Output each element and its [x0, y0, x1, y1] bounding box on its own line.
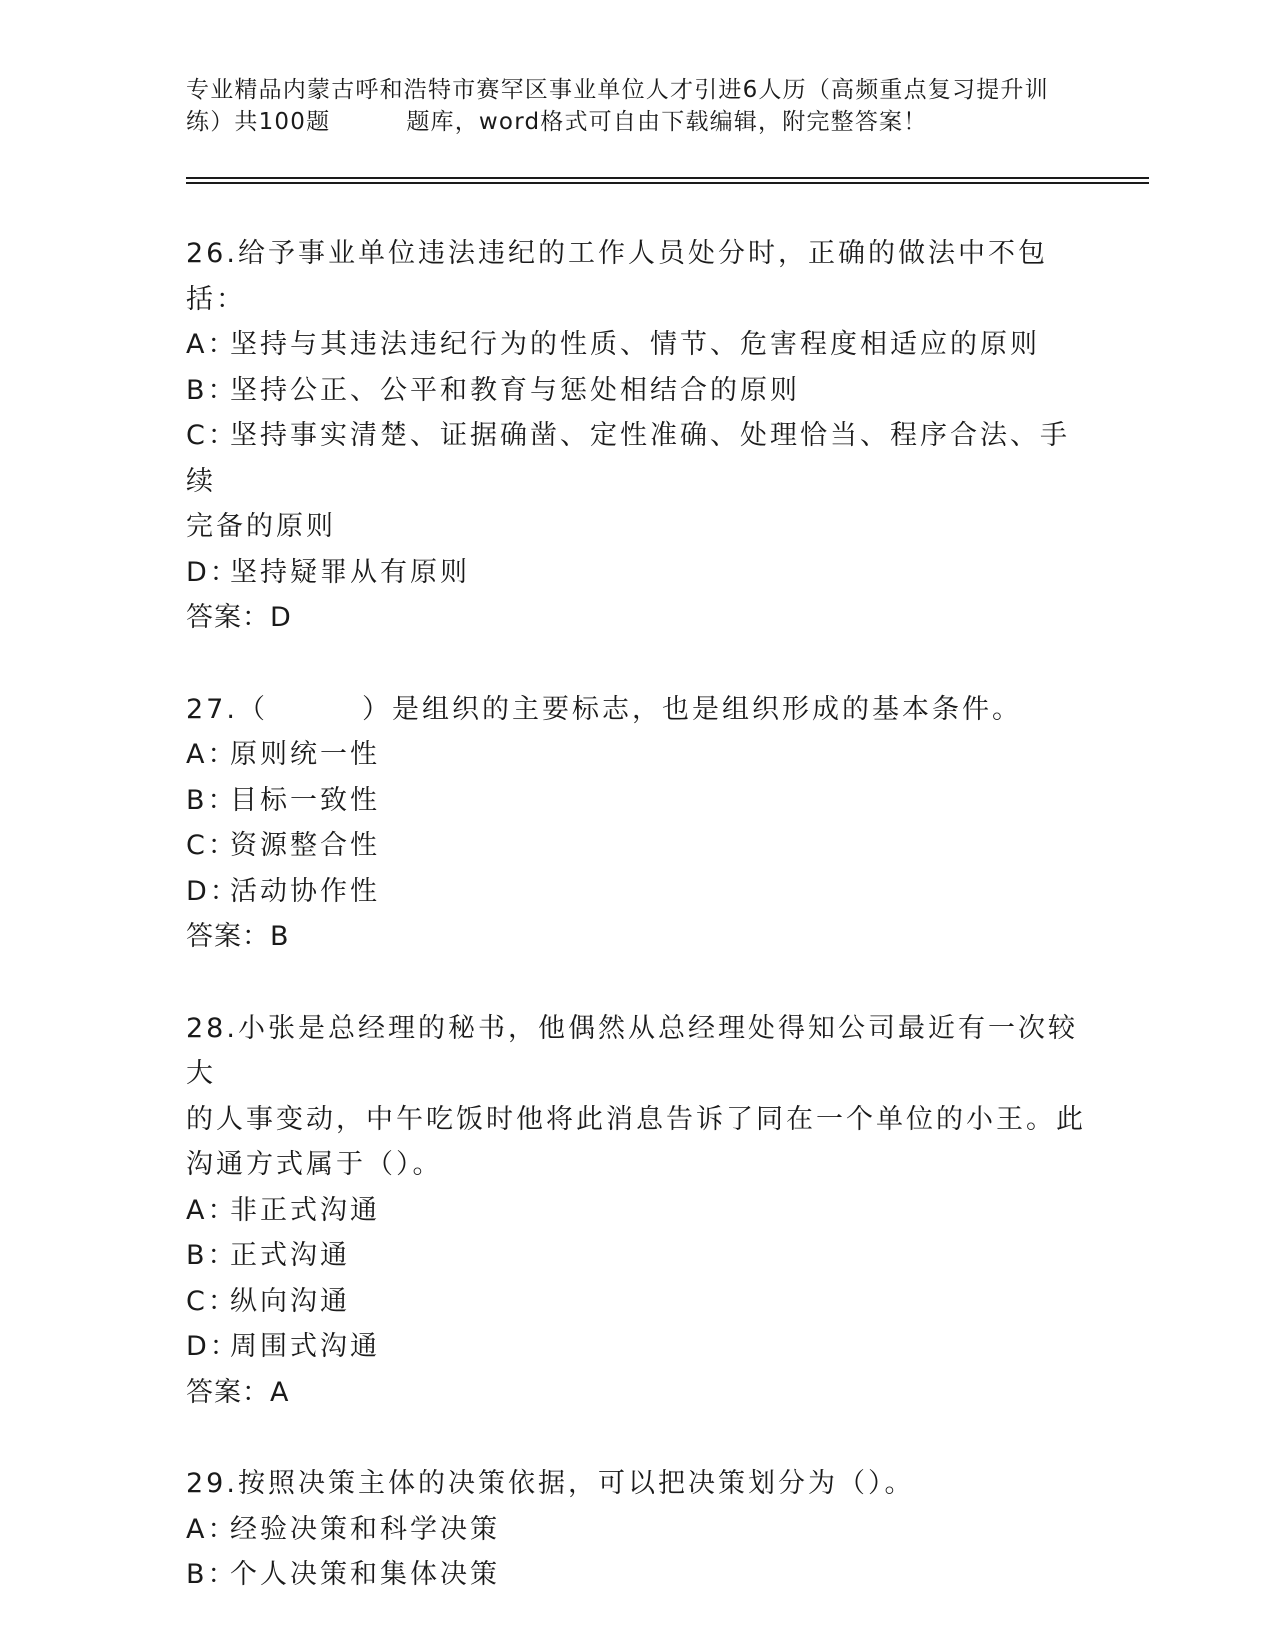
question-text-post: ）是组织的主要标志，也是组织形成的基本条件。 [361, 693, 1022, 725]
question-number: 27. [186, 693, 238, 725]
option-key: D： [186, 875, 240, 907]
question-28 [186, 1006, 1086, 1416]
option-text: 经验决策和科学决策 [230, 1513, 500, 1545]
option-key: C： [186, 830, 238, 861]
answer [186, 914, 1086, 960]
header-line-2 [186, 106, 1086, 138]
header-line-1: 专业精品内蒙古呼和浩特市赛罕区事业单位人才引进6人历（高频重点复习提升训 [186, 77, 1049, 103]
option-b [186, 778, 1086, 824]
option-text: 正式沟通 [230, 1240, 350, 1271]
answer-value: B [270, 921, 290, 952]
option-text: 坚持疑罪从有原则 [230, 556, 470, 588]
question-number: 26. [186, 238, 238, 269]
option-key: D： [186, 556, 240, 588]
option-a [186, 732, 1086, 778]
option-key: A： [186, 1194, 238, 1226]
option-text: 非正式沟通 [230, 1194, 380, 1226]
option-b [186, 1233, 1086, 1279]
option-key: D： [186, 1331, 240, 1362]
option-key: B： [186, 374, 238, 406]
header-rule-bottom [186, 182, 1149, 184]
option-key: B： [186, 784, 238, 816]
option-d [186, 869, 1086, 915]
answer-label: 答案： [186, 602, 270, 633]
option-key: C： [186, 1285, 238, 1317]
question-stem [186, 1006, 1086, 1097]
question-26 [186, 231, 1086, 641]
header-line-2-part-2: 题库，word格式可自由下载编辑，附完整答案！ [406, 109, 928, 135]
question-number: 29. [186, 1468, 238, 1499]
question-number: 28. [186, 1012, 238, 1044]
question-stem-line-3: 沟通方式属于（）。 [186, 1149, 443, 1180]
option-key: A： [186, 1513, 238, 1545]
option-text: 坚持与其违法违纪行为的性质、情节、危害程度相适应的原则 [230, 329, 1040, 360]
option-text: 个人决策和集体决策 [230, 1559, 500, 1590]
option-text: 周围式沟通 [230, 1331, 380, 1362]
option-text: 原则统一性 [230, 739, 380, 770]
option-key: B： [186, 1240, 238, 1271]
option-d [186, 550, 1086, 596]
answer-value: A [270, 1376, 290, 1408]
option-c [186, 1279, 1086, 1325]
option-b [186, 368, 1086, 414]
answer [186, 1370, 1086, 1416]
option-c-continuation: 完备的原则 [186, 511, 336, 542]
option-text: 坚持事实清楚、证据确凿、定性准确、处理恰当、程序合法、手续 [186, 420, 1070, 497]
header-line-2-part-1: 练）共100题 [186, 109, 331, 135]
option-text: 活动协作性 [230, 875, 380, 907]
option-key: A： [186, 739, 238, 770]
question-stem-line-2: 的人事变动，中午吃饭时他将此消息告诉了同在一个单位的小王。此 [186, 1103, 1086, 1135]
question-29 [186, 1461, 1086, 1598]
question-text: 给予事业单位违法违纪的工作人员处分时，正确的做法中不包括： [186, 238, 1048, 315]
option-key: A： [186, 329, 238, 360]
option-text: 资源整合性 [230, 830, 380, 861]
answer [186, 595, 1086, 641]
option-text: 坚持公正、公平和教育与惩处相结合的原则 [230, 374, 800, 406]
question-text: 按照决策主体的决策依据，可以把决策划分为（）。 [237, 1468, 915, 1499]
option-b [186, 1552, 1086, 1598]
page-header [186, 74, 1086, 138]
option-key: C： [186, 420, 238, 451]
option-c [186, 823, 1086, 869]
option-a [186, 1188, 1086, 1234]
option-text: 目标一致性 [230, 784, 380, 816]
question-list [186, 231, 1086, 1644]
question-27 [186, 687, 1086, 960]
answer-value: D [270, 602, 292, 633]
answer-label: 答案： [186, 921, 270, 952]
question-text-pre: （ [237, 693, 268, 725]
option-a [186, 322, 1086, 368]
question-stem [186, 231, 1086, 322]
option-c [186, 413, 1086, 504]
option-text: 纵向沟通 [230, 1285, 350, 1317]
question-text: 小张是总经理的秘书，他偶然从总经理处得知公司最近有一次较大 [186, 1012, 1078, 1089]
option-d [186, 1324, 1086, 1370]
header-rule-top [186, 177, 1149, 179]
option-key: B： [186, 1559, 238, 1590]
question-stem [186, 1461, 1086, 1507]
option-a [186, 1507, 1086, 1553]
question-stem [186, 687, 1086, 733]
answer-label: 答案： [186, 1376, 270, 1408]
